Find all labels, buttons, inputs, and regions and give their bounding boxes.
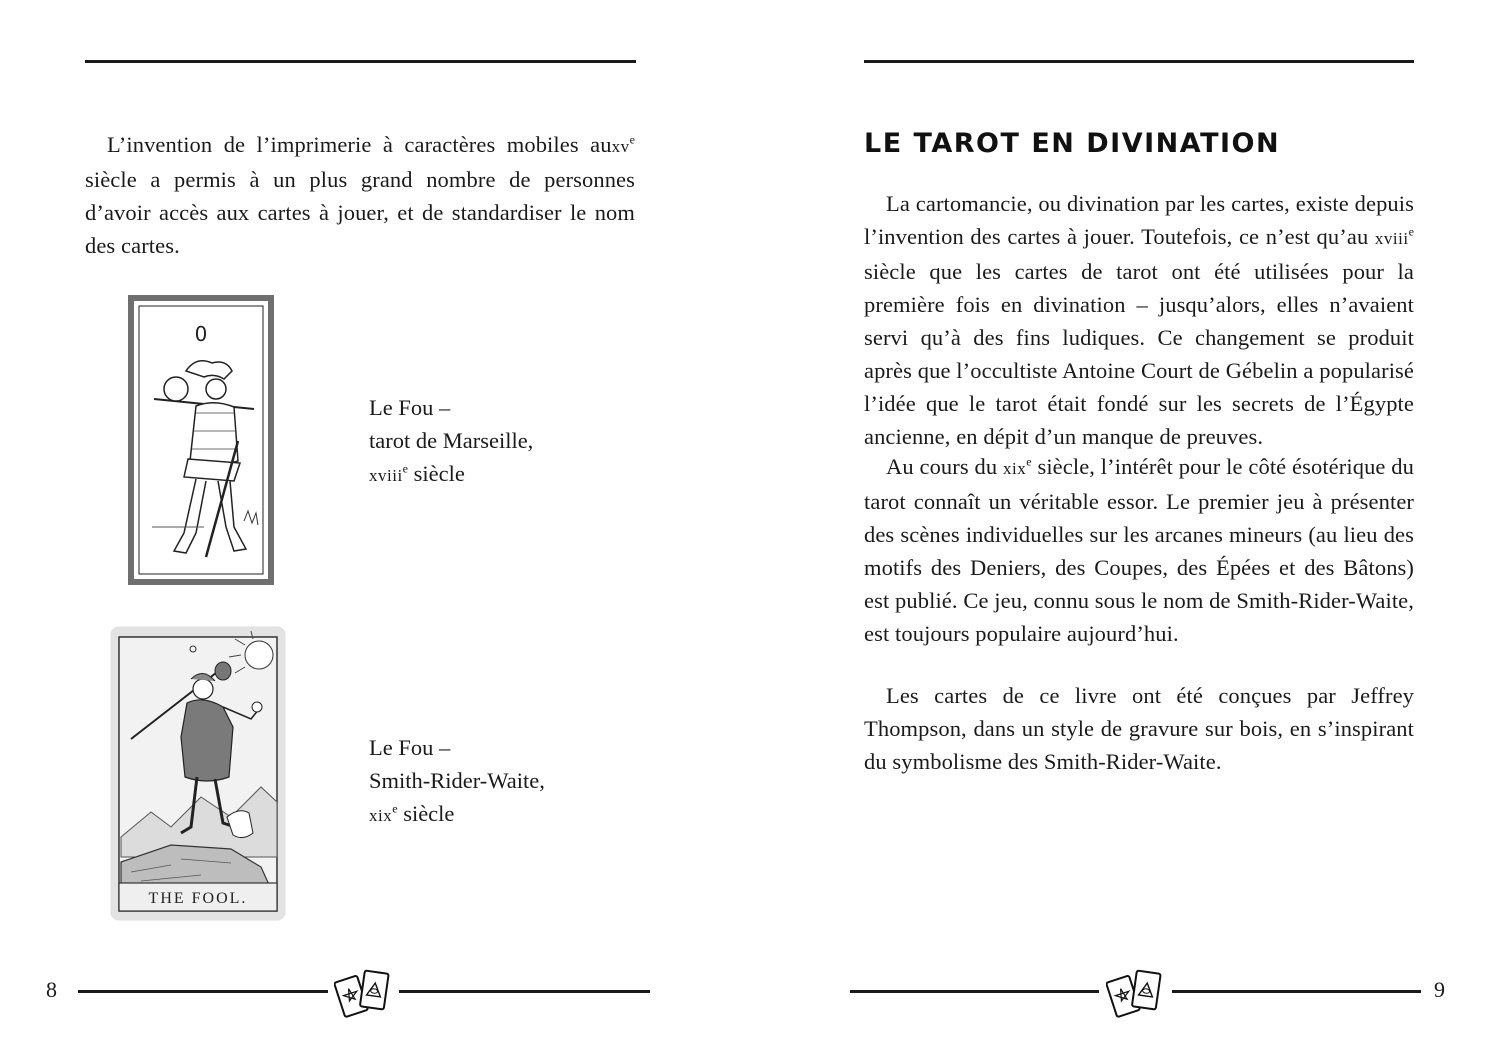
caption-rws: Le Fou – Smith-Rider-Waite, xix$^e$ siècle <box>369 735 545 826</box>
marseille-fool-card <box>128 295 274 585</box>
marseille-fool-illustration <box>134 301 268 579</box>
card-number: 0 <box>194 322 208 346</box>
rws-fool-illustration <box>111 627 285 920</box>
top-rule-left <box>85 60 636 63</box>
card-title: THE FOOL. <box>148 890 248 907</box>
rws-fool-card <box>111 627 285 920</box>
page-heading: LE TAROT EN DIVINATION <box>864 128 1281 159</box>
right-paragraph-1: La cartomancie, ou divination par les cartes, existe depuis l’invention des cartes à jouer. Toutefois, ce n’est qu’au xviii$^e$ siècle que les cartes de tarot ont été utilisées pour la première fois en divination – jusqu’alors, elles n’avaient servi qu’à des fins ludiques. Ce changement se produit après que l’occultiste Antoine Court de Gébelin a popularisé l’idée que le tarot était fondé sur les secrets de l’Égypte ancienne, en dépit d’un manque de preuves. <box>864 191 1414 449</box>
footer-rule-right-a <box>850 990 1099 993</box>
footer-rule-right-b <box>1172 990 1421 993</box>
tarot-cards-icon <box>1106 966 1166 1022</box>
footer-rule-left-b <box>399 990 650 993</box>
caption-marseille: Le Fou – tarot de Marseille, xviii$^e$ siècle <box>369 395 534 486</box>
right-paragraph-2: Au cours du xix$^e$ siècle, l’intérêt pour le côté ésotérique du tarot connaît un véritable essor. Le premier jeu à présenter des scènes individuelles sur les arcanes mineurs (au lieu des motifs des Deniers, des Coupes, des Épées et des Bâtons) est publié. Ce jeu, connu sous le nom de Smith-Rider-Waite, est toujours populaire aujourd’hui. <box>864 454 1414 646</box>
footer-rule-left-a <box>78 990 328 993</box>
right-paragraph-3: Les cartes de ce livre ont été conçues par Jeffrey Thompson, dans un style de gravure sur bois, en s’inspirant du symbolisme des Smith-Rider-Waite. <box>864 683 1414 774</box>
intro-paragraph: L’invention de l’imprimerie à caractères mobiles auxv$^e$ siècle a permis à un plus grand nombre de personnes d’avoir accès aux cartes à jouer, et de standardiser le nom des cartes. <box>85 132 635 258</box>
tarot-cards-icon <box>334 966 394 1022</box>
page-number-right: 9 <box>1434 977 1445 1002</box>
page-number-left: 8 <box>46 977 57 1002</box>
top-rule-right <box>864 60 1414 63</box>
